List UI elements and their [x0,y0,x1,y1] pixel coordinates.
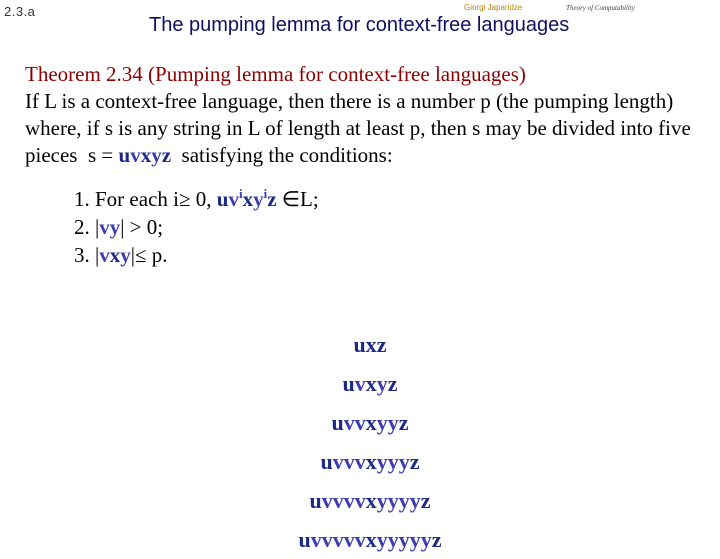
pumped-string-3: uvvxyyz [331,410,409,435]
s-equals: s = [87,143,114,167]
condition-3: 3. |vxy|≤ p. [74,243,168,267]
theorem-heading-paren: (Pumping lemma for context-free languages) [148,62,526,86]
course-name: Theory of Computability [566,4,635,12]
theorem-suffix: satisfying the conditions: [181,143,393,167]
condition-1: 1. For each i≥ 0, $uv^ixy^iz$ ∈L; [74,186,319,211]
pumped-string-5: uvvvvxyyyyz [309,488,431,513]
pumped-string-6: uvvvvvxyyyyyz [298,527,442,552]
author-name: Giorgi Japaridze [464,3,523,12]
slide-title: The pumping lemma for context-free languages [149,14,570,36]
conditions-list [74,180,319,269]
slide-number: 2.3.a [4,4,36,19]
pumped-string-1: uxz [353,332,387,357]
pumped-string-4: uvvvxyyyz [320,449,420,474]
pumped-string-2: uvxyz [342,371,398,396]
theorem-heading: Theorem 2.34 [25,62,143,86]
pumped-strings-list [200,325,540,559]
condition-2: 2. |vy| > 0; [74,215,164,239]
theorem-statement [25,61,705,169]
theorem-body: If L is a context-free language, then there is a number p (the pumping length) where, if s is any string in L of length at least p, then s may be divided into five pieces [25,89,691,167]
decomposition-string: uvxyz [118,143,172,167]
